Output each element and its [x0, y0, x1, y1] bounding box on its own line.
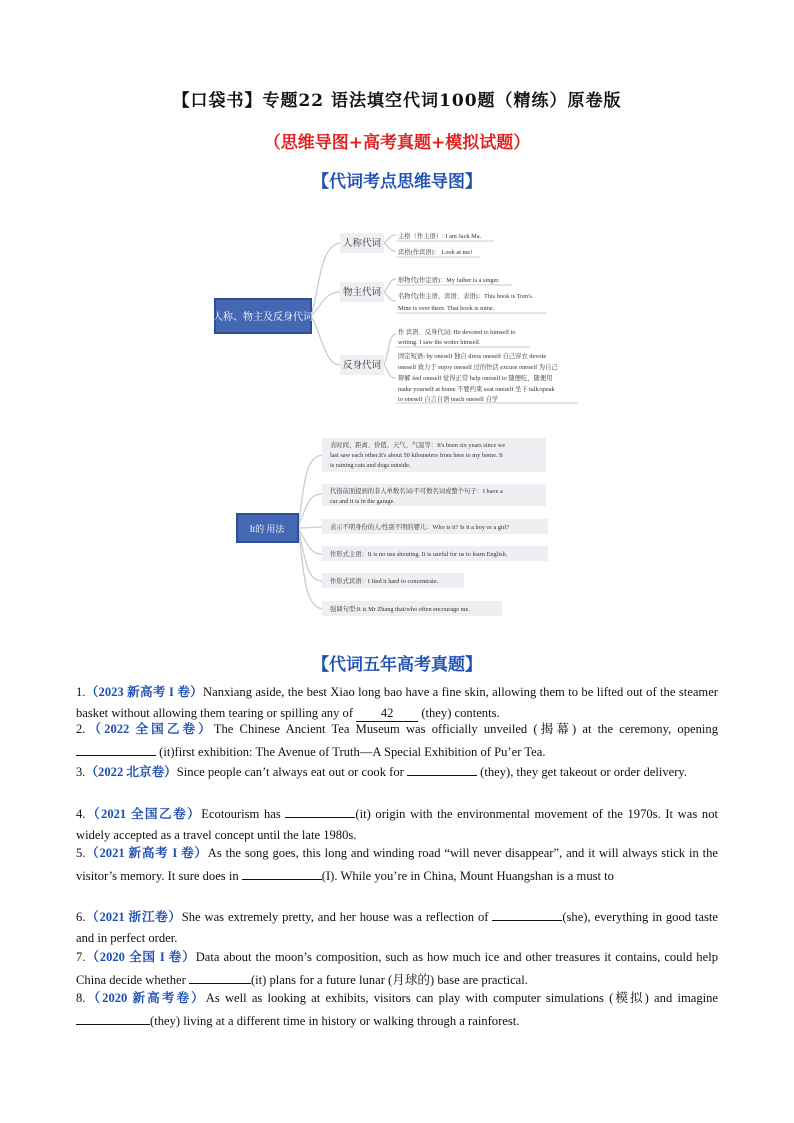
mindmap1-branch-label: 反身代词 — [342, 361, 382, 371]
answer-blank[interactable] — [76, 1009, 150, 1025]
question-text: She was extremely pretty, and her house was a reflection of — [181, 910, 493, 924]
question-source: （2020 全国 I 卷） — [85, 950, 196, 964]
question-text: (they), they get takeout or order delivery. — [477, 765, 688, 779]
mindmap1-note: oneself 致力于 enjoy oneself 过的快活 excuse oneself 为自己 — [398, 364, 558, 371]
answer-blank[interactable] — [407, 760, 477, 776]
mindmap1-note: make yourself at home 不要约束 seat oneself 坐下 talk/speak — [398, 386, 555, 393]
question-text: (I). While you’re in China, Mount Huangshan is a must to — [321, 868, 614, 883]
mindmap1-note: 形物代(作定语)：My father is a singer. — [398, 277, 500, 284]
question-item — [76, 760, 718, 783]
mindmap2-item-line: 作形式主语：It is no use shouting. It is useful for us to learn English. — [330, 551, 508, 558]
question-text: (it) origin with the environmental movement of the 1970s. It was not widely accepted as a travel concept until the late 1980s. — [76, 807, 718, 842]
question-source: （2022 北京卷） — [85, 765, 177, 779]
mindmap2-item-line: last saw each other.It's about 50 kilometers from here to my home. It — [330, 452, 503, 459]
question-item — [76, 682, 718, 723]
document-title: 【口袋书】专题22 语法填空代词100题（精练）原卷版 — [172, 91, 622, 111]
answer-blank[interactable] — [285, 802, 355, 818]
question-number: 6. — [76, 910, 86, 924]
question-text: (it)first exhibition: The Avenue of Truth—A Special Exhibition of Pu’er Tea. — [156, 744, 546, 759]
question-text: (they) living at a different time in history or walking through a rainforest. — [150, 1013, 520, 1028]
question-number: 8. — [76, 991, 86, 1005]
document-subtitle: （思维导图+高考真题+模拟试题） — [263, 133, 531, 153]
question-source: （2021 浙江卷） — [85, 910, 182, 924]
mindmap1-note: 辩解 feel oneself 觉得正常 help oneself to 随便吃，随便用 — [398, 375, 553, 382]
question-text: (she), everything in good taste and in perfect order. — [76, 910, 718, 945]
mindmap1-note: 名物代(作主语、宾语、表语)：This book is Tom's. — [398, 293, 534, 300]
mindmap1-branch-label: 物主代词 — [342, 288, 382, 298]
question-source: （2021 全国乙卷） — [85, 807, 202, 821]
mindmap1-note: 宾格(作宾语)： Look at me! — [398, 249, 473, 256]
question-source: （2021 新高考 I 卷） — [85, 846, 208, 860]
question-number: 7. — [76, 950, 86, 964]
question-text: Data about the moon’s composition, such as how much ice and other treasures it contains, could help China decide whether — [76, 950, 718, 987]
mindmap2-item-line: 强调句型:It is Mr Zhang that/who often encourage me. — [330, 606, 470, 613]
question-text: (it) plans for a future lunar (月球的) base are practical. — [250, 972, 528, 987]
question-number: 5. — [76, 846, 86, 860]
mindmap2-item-line: 作形式宾语：I find it hard to concentrate. — [330, 578, 439, 585]
question-text: As the song goes, this long and winding road “will never disappear”, and it will always stick in the visitor’s memory. It sure does in — [76, 846, 718, 883]
mindmap1-note: 作 宾语、反身代词: He devoted to himself to — [398, 329, 516, 336]
section-title-exam: 【代词五年高考真题】 — [312, 655, 482, 675]
question-item — [76, 905, 718, 948]
question-item — [76, 802, 718, 845]
mindmap2-root-label: It的 用法 — [249, 524, 285, 534]
mindmap1-note: to oneself 自言自语 teach oneself 自学 — [398, 396, 499, 403]
mindmap2-item-line: 表时间、距离、价值、天气、气温等：It's been six years since we — [330, 442, 506, 449]
answer-blank[interactable] — [242, 864, 322, 880]
mindmap1-root-label: 人称、物主及反身代词 — [213, 312, 313, 323]
answer-blank[interactable] — [76, 740, 156, 756]
mindmap2-item-line: is raining cats and dogs outside. — [330, 462, 411, 469]
question-text: (they) contents. — [418, 705, 500, 720]
question-item — [76, 988, 718, 1031]
question-text: Nanxiang aside, the best Xiao long bao have a fine skin, allowing them to be lifted out of the steamer basket without allowing them tearing or spilling any of — [76, 685, 718, 720]
mindmap1-note: Mine is over there. That book is mine. — [398, 305, 495, 312]
question-text: Ecotourism has — [201, 807, 286, 821]
section-title-mindmap: 【代词考点思维导图】 — [312, 172, 482, 192]
question-source: （2020 新高考卷） — [85, 991, 206, 1005]
answer-blank[interactable] — [492, 905, 562, 921]
question-source: （2023 新高考 I 卷） — [85, 685, 204, 699]
question-text: As well as looking at exhibits, visitors can play with computer simulations (模拟) and imagine — [205, 991, 719, 1005]
question-source: （2022 全国乙卷） — [85, 722, 214, 736]
mindmap1-note: writing. I saw the writer himself. — [398, 339, 481, 346]
question-number: 3. — [76, 765, 86, 779]
question-item — [76, 843, 718, 886]
question-item — [76, 719, 718, 762]
question-number: 2. — [76, 722, 86, 736]
mindmap2-item-line: 表示不明身份的人/性别不明的婴儿：Who is it? Is it a boy or a girl? — [330, 524, 510, 531]
question-number: 1. — [76, 685, 86, 699]
question-text: The Chinese Ancient Tea Museum was officially unveiled (揭幕) at the ceremony, opening — [213, 722, 718, 736]
question-item — [76, 947, 718, 990]
mindmap1-note: 主格（作主语）: I am Jack Ma. — [398, 233, 482, 240]
answer-blank[interactable]: 42 — [356, 706, 418, 722]
answer-blank[interactable] — [189, 968, 251, 984]
mindmap2-item-line: car and it is in the garage. — [330, 498, 395, 505]
mindmap2-item-line: 代指前面提到的非人单数名词/不可数名词或整个句子：I have a — [330, 488, 503, 495]
mindmap2-connectors — [298, 455, 322, 609]
mindmap1-branch-label: 人称代词 — [342, 239, 382, 249]
mindmap1-note: 固定短语: by oneself 独自 dress oneself 自己穿衣 devote — [398, 353, 547, 360]
question-number: 4. — [76, 807, 86, 821]
question-text: Since people can’t always eat out or cook for — [176, 765, 407, 779]
